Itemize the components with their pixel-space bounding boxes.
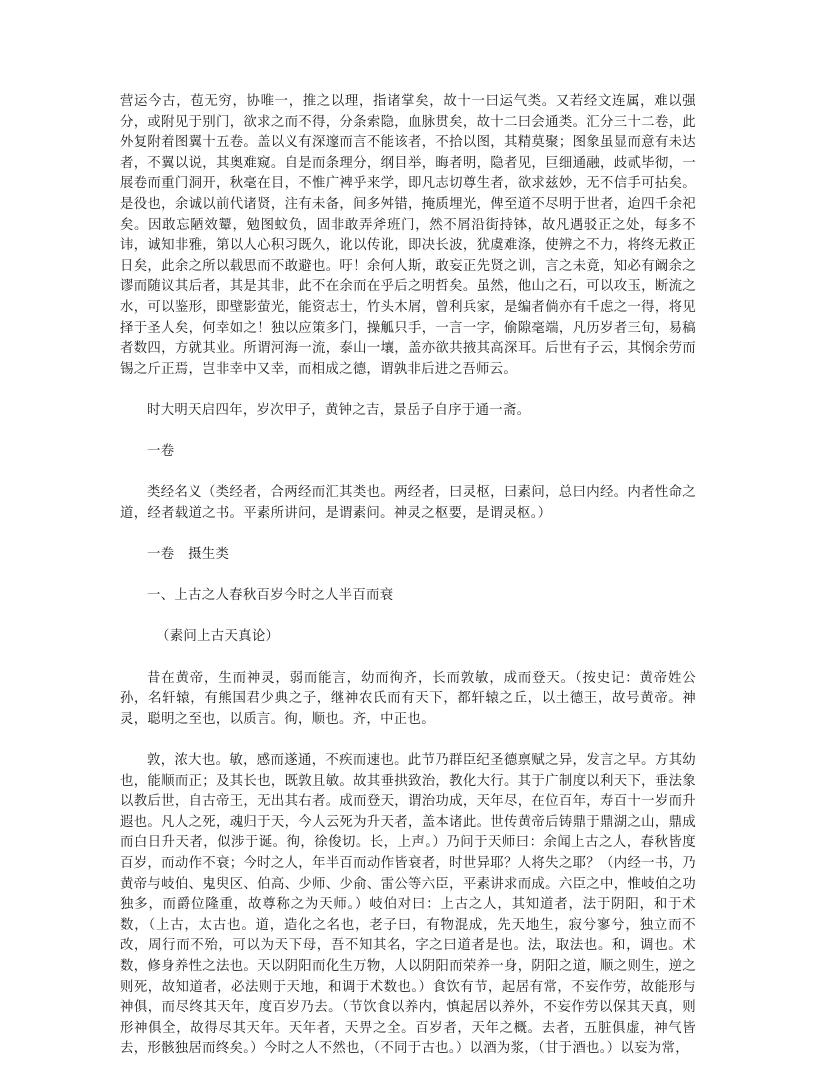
title-explanation-paragraph: 类经名义（类经者，合两经而汇其类也。两经者，曰灵枢，曰素问，总曰内经。内者性命之道，经者载道之书。平素所讲问，是谓素问。神灵之枢要，是谓灵枢。）: [120, 485, 696, 521]
section-heading: 一卷 摄生类: [147, 547, 230, 563]
source-note: （素问上古天真论）: [156, 629, 280, 645]
preface-paragraph: 营运今古，苞无穷，协唯一，推之以理，指诸掌矣，故十一曰运气类。又若经文连属，难以强分，或附见于别门，欲求之而不得，分条索隐，血脉贯矣，故十二曰会通类。汇分三十二卷，此外复附着图翼十五卷。盖以义有深邃而言不能该者，不拾以图，其精莫聚；图象虽显而意有未达者，不翼以说，其奥难窥。自是而条理分，纲目举，晦者明，隐者见，巨细通融，歧贰毕彻，一展卷而重门洞开，秋毫在目，不惟广裨乎来学，即凡志切尊生者，欲求兹妙，无不信手可拈矣。是役也，余诚以前代诸贤，注有未备，间多舛错，掩质埋光，俾至道不尽明于世者，迨四千余祀矣。因敢忘陋效颦，勉图蚊负，固非敢弄斧班门，然不屑沿街持钵，故凡遇驳正之处，每多不讳，诚知非雅，第以人心积习既久，讹以传讹，即决长波，犹虞难涤，使辨之不力，将终无救正日矣，此余之所以载思而不敢避也。吁！余何人斯，敢妄正先贤之训，言之未竟，知必有阚余之谬而随议其后者，其是其非，此不在余而在乎后之明哲矣。虽然，他山之石，可以攻玉，断流之水，可以鉴形，即壁影萤光，能资志士，竹头木屑，曾利兵家，是编者倘亦有千虑之一得，将见择于圣人矣，何幸如之！独以应策多门，操觚只手，一言一字，偷隙毫端，凡历岁者三旬，易稿者数四，方就其业。所谓河海一流，泰山一壤，盖亦欲共掖其高深耳。后世有子云，其悯余劳而锡之斤正焉，岂非幸中又幸，而相成之德，谓孰非后进之吾师云。: [120, 94, 696, 377]
preface-signature: 时大明天启四年，岁次甲子，黄钟之吉，景岳子自序于通一斋。: [147, 402, 531, 418]
subsection-heading: 一、上古之人春秋百岁今时之人半百而衰: [147, 588, 394, 604]
volume-heading: 一卷: [147, 444, 175, 460]
document-page: [120, 92, 696, 1081]
body-paragraph: 昔在黄帝，生而神灵，弱而能言，幼而徇齐，长而敦敏，成而登天。（按史记：黄帝姓公孙，名轩辕，有熊国君少典之子，继神农氏而有天下，都轩辕之丘，以土德王，故号黄帝。神灵，聪明之至也，以质言。徇，顺也。齐，中正也。: [120, 670, 696, 727]
body-paragraph: 敦，浓大也。敏，感而遂通，不疾而速也。此节乃群臣纪圣德禀赋之异，发言之早。方其幼也，能顺而正；及其长也，既敦且敏。故其垂拱致治，教化大行。其于广制度以利天下，垂法象以教后世，自古帝王，无出其右者。成而登天，谓治功成，天年尽，在位百年，寿百十一岁而升遐也。凡人之死，魂归于天，今人云死为升天者，盖本诸此。世传黄帝后铸鼎于鼎湖之山，鼎成而白日升天者，似涉于诞。徇，徐俊切。长，上声。）乃问于天师曰：余闻上古之人，春秋皆度百岁，而动作不衰；今时之人，年半百而动作皆衰者，时世异耶？人将失之耶？（内经一书，乃黄帝与岐伯、鬼臾区、伯高、少师、少俞、雷公等六臣，平素讲求而成。六臣之中，惟岐伯之功独多，而爵位隆重，故尊称之为天师。）岐伯对曰：上古之人，其知道者，法于阴阳，和于术数，（上古，太古也。道，造化之名也，老子曰，有物混成，先天地生，寂兮寥兮，独立而不改，周行而不殆，可以为天下母，吾不知其名，字之曰道者是也。法，取法也。和，调也。术数，修身养性之法也。天以阴阳而化生万物，人以阴阳而荣养一身，阴阳之道，顺之则生，逆之则死，故知道者，必法则于天地，和调于术数也。）食饮有节，起居有常，不妄作劳，故能形与神俱，而尽终其天年，度百岁乃去。（节饮食以养内，慎起居以养外，不妄作劳以保其天真，则形神俱全，故得尽其天年。天年者，天畀之全。百岁者，天年之概。去者，五脏俱虚，神气皆去，形骸独居而终矣。）今时之人不然也，（不同于古也。）以酒为浆，（甘于酒也。）以妄为常，: [120, 753, 696, 1057]
